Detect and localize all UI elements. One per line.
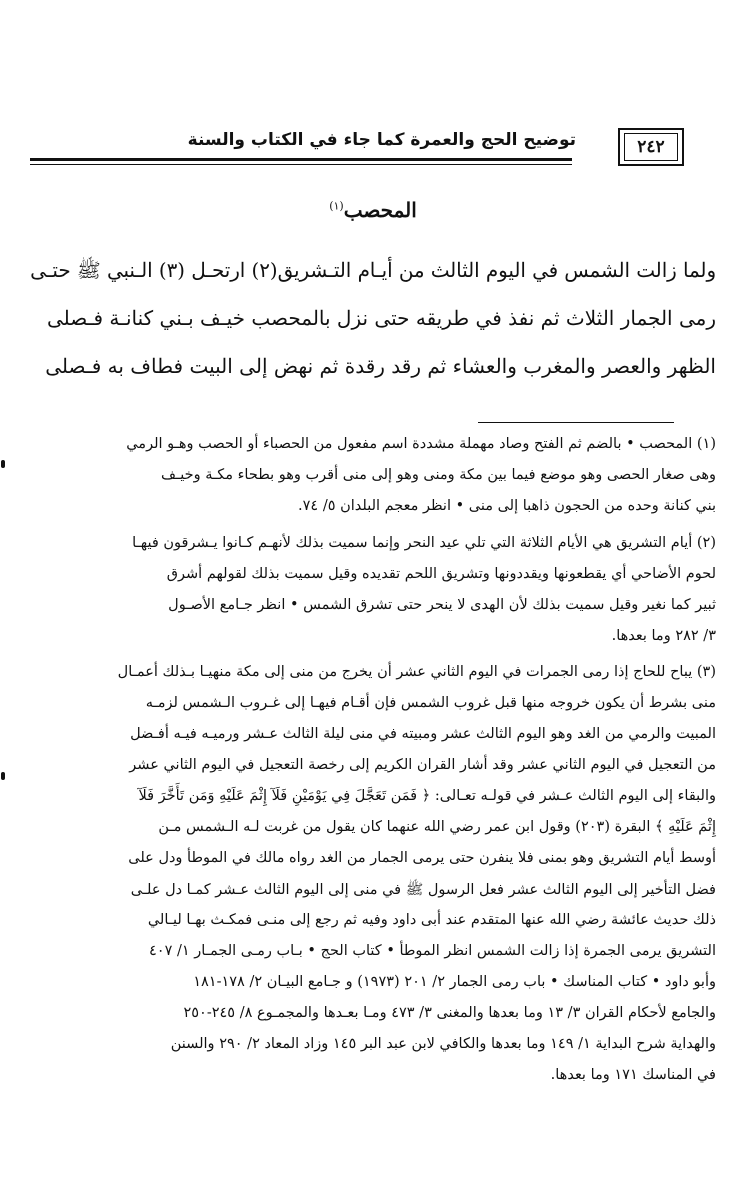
footnote-line: ثبير كما نغير وقيل سميت بذلك لأن الهدى لا ينحر حتى تشرق الشمس • انظر جـامع الأصـول — [168, 597, 716, 613]
page-number-box — [618, 128, 684, 166]
footnote-line: أوسط أيام التشريق وهو بمنى فلا ينفرن حتى يرمى الجمار من الغد رواه مالك في الموطأ ودل على — [128, 850, 716, 866]
scan-edge-mark — [1, 772, 5, 780]
footnote-line: التشريق يرمى الجمرة إذا زالت الشمس انظر الموطأ • كتاب الحج • بـاب رمـى الجمـار ١/ ٤٠٧ — [149, 943, 716, 959]
footnote-line: والبقاء إلى اليوم الثالث عـشر في قولـه تعـالى: ﴿ فَمَن تَعَجَّلَ فِي يَوْمَيْنِ فَلَآ إِثْمَ عَلَيْهِ وَمَن تَأَخَّرَ فَلَآ — [138, 788, 716, 804]
footnote-line: منى بشرط أن يكون خروجه منها قبل غروب الشمس فإن أقـام فيهـا إلى غـروب الـشمس لزمـه — [145, 695, 716, 711]
footnote-line: في المناسك ١٧١ وما بعدها. — [550, 1067, 716, 1083]
footnote-line: من التعجيل في اليوم الثاني عشر وقد أشار القران الكريم إلى رخصة التعجيل في اليوم الثاني عشر — [129, 757, 716, 773]
page-header — [30, 128, 684, 178]
footnote-line: (٣) يباح للحاج إذا رمى الجمرات في اليوم الثاني عشر أن يخرج من منى إلى مكة منهيـا بـذلك أعمـال — [117, 664, 716, 680]
footnote-line: وهى صغار الحصى وهو موضع فيما بين مكة ومنى وهو إلى منى أقرب وهو بطحاء مكـة وخيـف — [160, 467, 716, 483]
footnote-line: (٢) أيام التشريق هي الأيام الثلاثة التي تلي عيد النحر وإنما سميت بذلك لأنهـم كـانوا يـشرقون فيهـا — [132, 535, 716, 551]
body-line-3: الظهر والعصر والمغرب والعشاء ثم رقد رقدة ثم نهض إلى البيت فطاف به فـصلى — [45, 354, 716, 378]
scan-edge-mark — [1, 460, 5, 468]
body-line-2: رمى الجمار الثلاث ثم نفذ في طريقه حتى نزل بالمحصب خيـف بـني كنانـة فـصلى — [46, 306, 716, 330]
page-number: ٢٤٢ — [624, 133, 678, 161]
footnote-line: (١) المحصب • بالضم ثم الفتح وصاد مهملة مشددة اسم مفعول من الحصباء أو الحصب وهـو الرمي — [126, 436, 716, 452]
header-rule-thin — [30, 164, 572, 165]
section-title-text: المحصب — [343, 198, 417, 222]
body-line-1: ولما زالت الشمس في اليوم الثالث من أيـام التـشريق(٢) ارتحـل (٣) الـنبي ﷺ حتـى — [30, 259, 716, 282]
footnote-line: والجامع لأحكام القران ٣/ ١٣ وما بعدها والمغنى ٣/ ٤٧٣ ومـا بعـدها والمجمـوع ٨/ ٢٤٥-٢٥٠ — [183, 1005, 716, 1021]
running-title: توضيح الحج والعمرة كما جاء في الكتاب والسنة — [187, 130, 576, 150]
footnote-line: إِثْمَ عَلَيْهِ ﴾ البقرة (٢٠٣) وقول ابن عمر رضي الله عنهما كان يقول من غربت لـه الـشمس مـن — [158, 819, 716, 835]
footnote-line: وأبو داود • كتاب المناسك • باب رمى الجمار ٢/ ٢٠١ (١٩٧٣) و جـامع البيـان ٢/ ١٧٨-١٨١ — [193, 974, 716, 990]
footnote-line: ٣/ ٢٨٢ وما بعدها. — [611, 628, 716, 644]
footnote-line: فضل التأخير إلى اليوم الثالث عشر فعل الرسول ﷺ في منى إلى اليوم الثالث عـشر كمـا دل علـى — [130, 882, 716, 898]
footnote-line: ذلك حديث عائشة رضي الله عنها المتقدم عند أبى داود وفيه ثم رجع إلى منـى فمكـث بهـا ليـالي — [147, 912, 716, 928]
section-footnote-ref: (١) — [329, 199, 344, 213]
footnote-line: المبيت والرمي من الغد وهو اليوم الثالث عشر ومبيته في منى ليلة الثالث عـشر ورميـه فيـه أفـضل — [130, 726, 716, 742]
footnote-line: بني كنانة وحده من الحجون ذاهبا إلى منى • انظر معجم البلدان ٥/ ٧٤. — [298, 498, 716, 514]
footnote-line: لحوم الأضاحي أي يقطعونها ويقددونها وتشريق اللحم تقديده وقيل سميت بذلك لقولهم أشرق — [166, 566, 716, 582]
footnote-separator — [478, 422, 674, 423]
section-title — [0, 198, 746, 222]
header-rule — [30, 158, 572, 161]
footnote-line: والهداية شرح البداية ١/ ١٤٩ وما بعدها والكافي لابن عبد البر ١٤٥ وزاد المعاد ٢/ ٢٩٠ والسنن — [170, 1036, 716, 1052]
